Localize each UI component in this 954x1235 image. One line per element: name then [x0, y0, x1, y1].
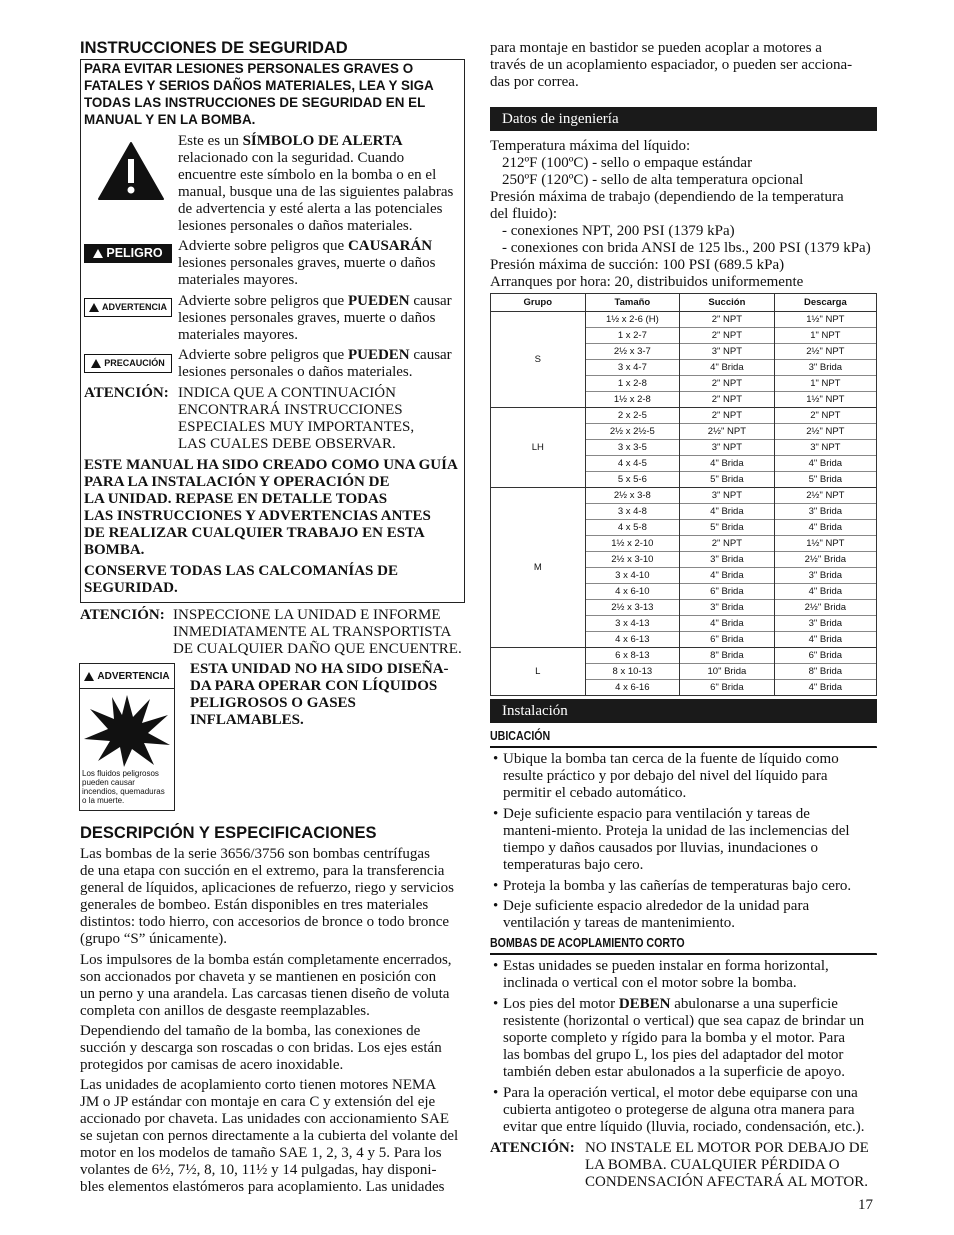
discharge-cell: 3" Brida	[774, 616, 876, 632]
warning-triangle-icon	[84, 672, 94, 681]
datos-line: - conexiones NPT, 200 PSI (1379 kPa)	[502, 223, 735, 239]
discharge-cell: 4" Brida	[774, 680, 876, 696]
suction-cell: 4" Brida	[680, 360, 775, 376]
discharge-cell: 2½" NPT	[774, 344, 876, 360]
suction-cell: 6" Brida	[680, 680, 775, 696]
bombas-bullet-2: • Los pies del motor DEBEN abulonarse a una superficie resistente (horizontal o vertical) que sea capaz de brindar un soporte completo y rígido para la bomba y el motor. Para las bombas del grupo L, los pies del adaptador del motor también deben estar abulonados a la superficie de apoyo.	[493, 996, 865, 1080]
engineering-table	[490, 293, 877, 696]
manual-guide-text: ESTE MANUAL HA SIDO CREADO COMO UNA GUÍA PARA LA INSTALACIÓN Y OPERACIÓN DE LA UNIDAD. REPASE EN DETALLE TODAS LAS INSTRUCCIONES Y ADVERTENCIAS ANTES DE REALIZAR CUALQUIER TRABAJO EN ESTA BOMBA.	[84, 457, 458, 558]
hazard-warning-label: ADVERTENCIA Los fluidos peligrosos pueden causar incendios, quemaduras o la muerte.	[79, 663, 175, 811]
table-row	[491, 312, 877, 328]
size-cell: 4 x 4-5	[585, 456, 680, 472]
size-cell: 4 x 5-8	[585, 520, 680, 536]
ubicacion-bullet-3: • Proteja la bomba y las cañerías de temperaturas bajo cero.	[493, 878, 852, 894]
descripcion-paragraph-2: Los impulsores de la bomba están completamente encerrados, son accionados por chaveta y se mantienen en posición con un perno y una arandela. Las carcasas tienen diseño de voluta completa con anillos de desgaste reemplazables.	[80, 952, 452, 1019]
safety-box-heading: PARA EVITAR LESIONES PERSONALES GRAVES O FATALES Y SERIOS DAÑOS MATERIALES, LEA Y SIGA TODAS LAS INSTRUCCIONES DE SEGURIDAD EN EL MANUAL Y EN LA BOMBA.	[84, 61, 434, 127]
suction-cell: 5" Brida	[680, 520, 775, 536]
peligro-text: Advierte sobre peligros que CAUSARÁN lesiones personales graves, muerte o daños materiales mayores.	[178, 238, 436, 288]
datos-line: Presión máxima de succión: 100 PSI (689.5 kPa)	[490, 257, 785, 273]
discharge-cell: 3" NPT	[774, 440, 876, 456]
suction-cell: 2" NPT	[680, 312, 775, 328]
discharge-cell: 2½" NPT	[774, 424, 876, 440]
size-cell: 2½ x 3-7	[585, 344, 680, 360]
advertencia-text: Advierte sobre peligros que PUEDEN causar lesiones personales graves, muerte o daños materiales mayores.	[178, 293, 452, 343]
discharge-cell: 4" Brida	[774, 632, 876, 648]
size-cell: 6 x 8-13	[585, 648, 680, 664]
suction-cell: 6" Brida	[680, 584, 775, 600]
descripcion-paragraph-4: Las unidades de acoplamiento corto tienen motores NEMA JM o JP estándar con montaje en cara C y extensión del eje accionado por chaveta. Las unidades con accionamiento SAE se sujetan con pernos directamente a la cubierta del volante del motor en los modelos de tamaño SAE 1, 2, 3, 4 y 5. Para los volantes de 6½, 7½, 8, 10, 11½ y 14 pulgadas, hay disponi- bles elementos elastómeros para acoplamiento. Las unidades	[80, 1077, 459, 1195]
suction-cell: 3" Brida	[680, 552, 775, 568]
atencion-motor-text: NO INSTALE EL MOTOR POR DEBAJO DE LA BOMBA. CUALQUIER PÉRDIDA O CONDENSACIÓN AFECTARÁ AL MOTOR.	[585, 1140, 869, 1190]
discharge-cell: 4" Brida	[774, 456, 876, 472]
bombas-bullet-1: • Estas unidades se pueden instalar en forma horizontal, inclinada o vertical con el motor sobre la bomba.	[493, 958, 829, 991]
discharge-cell: 2" NPT	[774, 408, 876, 424]
suction-cell: 4" Brida	[680, 504, 775, 520]
datos-line: del fluido):	[490, 206, 558, 222]
suction-cell: 2" NPT	[680, 392, 775, 408]
col-header-tamano: Tamaño	[585, 294, 680, 312]
safety-title: INSTRUCCIONES DE SEGURIDAD	[80, 39, 348, 57]
discharge-cell: 1" NPT	[774, 376, 876, 392]
table-row	[491, 648, 877, 664]
size-cell: 2½ x 3-8	[585, 488, 680, 504]
size-cell: 3 x 4-7	[585, 360, 680, 376]
hazard-warning-text: ESTA UNIDAD NO HA SIDO DISEÑA- DA PARA OPERAR CON LÍQUIDOS PELIGROSOS O GASES INFLAMABLES.	[190, 661, 449, 728]
precaucion-text: Advierte sobre peligros que PUEDEN causar lesiones personales o daños materiales.	[178, 347, 452, 380]
datos-line: - conexiones con brida ANSI de 125 lbs., 200 PSI (1379 kPa)	[502, 240, 871, 256]
size-cell: 5 x 5-6	[585, 472, 680, 488]
suction-cell: 3" Brida	[680, 600, 775, 616]
suction-cell: 3" NPT	[680, 344, 775, 360]
group-cell: L	[491, 648, 586, 696]
discharge-cell: 6" Brida	[774, 648, 876, 664]
col-header-grupo: Grupo	[491, 294, 586, 312]
discharge-cell: 2½" Brida	[774, 552, 876, 568]
advertencia-badge: ADVERTENCIA	[84, 298, 172, 317]
suction-cell: 2" NPT	[680, 328, 775, 344]
discharge-cell: 1½" NPT	[774, 312, 876, 328]
size-cell: 3 x 3-5	[585, 440, 680, 456]
discharge-cell: 3" Brida	[774, 360, 876, 376]
suction-cell: 3" NPT	[680, 440, 775, 456]
alert-symbol-text: Este es un SÍMBOLO DE ALERTA relacionado con la seguridad. Cuando encuentre este símbolo en la bomba o en el manual, busque una de las siguientes palabras de advertencia y esté alerta a las potenciales lesiones personales o daños materiales.	[178, 133, 454, 234]
size-cell: 1½ x 2-6 (H)	[585, 312, 680, 328]
suction-cell: 2" NPT	[680, 376, 775, 392]
bombas-subhead: BOMBAS DE ACOPLAMIENTO CORTO	[490, 936, 877, 954]
table-row	[491, 408, 877, 424]
descripcion-continued: para montaje en bastidor se pueden acoplar a motores a través de un acoplamiento espaciador, o pueden ser acciona- das por correa.	[490, 40, 853, 90]
datos-line: 250ºF (120ºC) - sello de alta temperatura opcional	[502, 172, 804, 188]
ubicacion-subhead: UBICACIÓN	[490, 729, 877, 747]
descripcion-paragraph-3: Dependiendo del tamaño de la bomba, las conexiones de succión y descarga son roscadas o con bridas. Los ejes están protegidos por camisas de acero inoxidable.	[80, 1023, 442, 1073]
peligro-badge: PELIGRO	[84, 244, 172, 263]
suction-cell: 4" Brida	[680, 456, 775, 472]
datos-line: Presión máxima de trabajo (dependiendo de la temperatura	[490, 189, 844, 205]
size-cell: 2½ x 3-13	[585, 600, 680, 616]
ubicacion-bullet-4: • Deje suficiente espacio alrededor de la unidad para ventilación y tareas de mantenimiento.	[493, 898, 810, 931]
descripcion-title: DESCRIPCIÓN Y ESPECIFICACIONES	[80, 824, 377, 842]
size-cell: 2 x 2-5	[585, 408, 680, 424]
datos-list	[490, 138, 878, 291]
table-row	[491, 488, 877, 504]
datos-line: Temperatura máxima del líquido:	[490, 138, 691, 154]
discharge-cell: 4" Brida	[774, 584, 876, 600]
ubicacion-rule	[490, 747, 877, 748]
atencion-motor-label: ATENCIÓN:	[490, 1140, 575, 1156]
warning-triangle-icon	[91, 359, 101, 368]
suction-cell: 8" Brida	[680, 648, 775, 664]
atencion-label: ATENCIÓN:	[84, 385, 169, 401]
discharge-cell: 2½" NPT	[774, 488, 876, 504]
suction-cell: 10" Brida	[680, 664, 775, 680]
discharge-cell: 1" NPT	[774, 328, 876, 344]
size-cell: 4 x 6-16	[585, 680, 680, 696]
group-cell: M	[491, 488, 586, 648]
atencion-inspect-text: INSPECCIONE LA UNIDAD E INFORME INMEDIATAMENTE AL TRANSPORTISTA DE CUALQUIER DAÑO QUE ENCUENTRE.	[173, 607, 462, 657]
atencion-text: INDICA QUE A CONTINUACIÓN ENCONTRARÁ INSTRUCCIONES ESPECIALES MUY IMPORTANTES, LAS CUALES DEBE OBSERVAR.	[178, 385, 415, 452]
discharge-cell: 8" Brida	[774, 664, 876, 680]
suction-cell: 6" Brida	[680, 632, 775, 648]
atencion-inspect-label: ATENCIÓN:	[80, 607, 165, 623]
discharge-cell: 3" Brida	[774, 568, 876, 584]
descripcion-paragraph-1: Las bombas de la serie 3656/3756 son bombas centrífugas de una etapa con succión en el extremo, para la transferencia general de líquidos, aplicaciones de refuerzo, riego y servicios generales de bombeo. Están disponibles en tres materiales distintos: todo hierro, con accesorios de bronce o todo bronce (grupo “S” únicamente).	[80, 846, 455, 947]
size-cell: 2½ x 3-10	[585, 552, 680, 568]
discharge-cell: 1½" NPT	[774, 392, 876, 408]
group-cell: S	[491, 312, 586, 408]
datos-line: 212ºF (100ºC) - sello o empaque estándar	[502, 155, 753, 171]
col-header-succion: Succión	[680, 294, 775, 312]
suction-cell: 4" Brida	[680, 616, 775, 632]
size-cell: 1 x 2-7	[585, 328, 680, 344]
warning-triangle-icon	[93, 249, 103, 258]
datos-section-header: Datos de ingeniería	[490, 107, 877, 131]
discharge-cell: 2½" Brida	[774, 600, 876, 616]
page-number: 17	[858, 1197, 873, 1213]
size-cell: 3 x 4-10	[585, 568, 680, 584]
alert-symbol-icon	[97, 141, 165, 201]
conserve-text: CONSERVE TODAS LAS CALCOMANÍAS DE SEGURIDAD.	[84, 563, 398, 596]
warning-triangle-icon	[89, 303, 99, 312]
suction-cell: 4" Brida	[680, 568, 775, 584]
precaucion-badge: PRECAUCIÓN	[84, 354, 172, 373]
size-cell: 2½ x 2½-5	[585, 424, 680, 440]
size-cell: 8 x 10-13	[585, 664, 680, 680]
hazard-caption: Los fluidos peligrosos pueden causar incendios, quemaduras o la muerte.	[82, 769, 165, 805]
explosion-icon	[80, 689, 174, 769]
size-cell: 3 x 4-8	[585, 504, 680, 520]
discharge-cell: 3" Brida	[774, 504, 876, 520]
col-header-descarga: Descarga	[774, 294, 876, 312]
size-cell: 1½ x 2-8	[585, 392, 680, 408]
suction-cell: 2" NPT	[680, 536, 775, 552]
size-cell: 1 x 2-8	[585, 376, 680, 392]
bombas-rule	[490, 954, 877, 955]
bombas-bullet-3: • Para la operación vertical, el motor debe equiparse con una cubierta antigoteo o protegerse de alguna otra manera para evitar que entre líquido (lluvia, rociado, condensación, etc.).	[493, 1085, 865, 1135]
suction-cell: 2½" NPT	[680, 424, 775, 440]
discharge-cell: 1½" NPT	[774, 536, 876, 552]
suction-cell: 3" NPT	[680, 488, 775, 504]
group-cell: LH	[491, 408, 586, 488]
table-header-row	[491, 294, 877, 312]
ubicacion-bullet-2: • Deje suficiente espacio para ventilación y tareas de manteni-miento. Proteja la unidad de las inclemencias del tiempo y daños causados por lluvias, inundaciones o temperaturas bajo cero.	[493, 806, 850, 873]
suction-cell: 5" Brida	[680, 472, 775, 488]
suction-cell: 2" NPT	[680, 408, 775, 424]
ubicacion-bullet-1: • Ubique la bomba tan cerca de la fuente de líquido como resulte práctico y por debajo del nivel del líquido para permitir el cebado automático.	[493, 751, 839, 801]
instalacion-section-header: Instalación	[490, 699, 877, 723]
discharge-cell: 5" Brida	[774, 472, 876, 488]
discharge-cell: 4" Brida	[774, 520, 876, 536]
size-cell: 1½ x 2-10	[585, 536, 680, 552]
size-cell: 4 x 6-10	[585, 584, 680, 600]
size-cell: 3 x 4-13	[585, 616, 680, 632]
size-cell: 4 x 6-13	[585, 632, 680, 648]
datos-line: Arranques por hora: 20, distribuidos uniformemente	[490, 274, 804, 290]
